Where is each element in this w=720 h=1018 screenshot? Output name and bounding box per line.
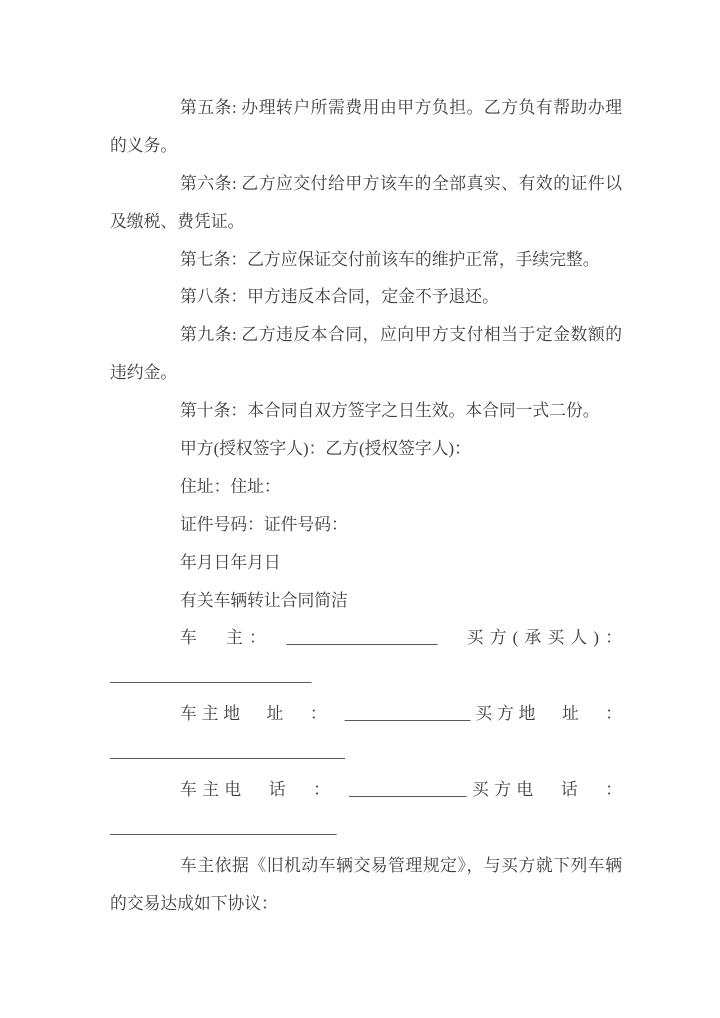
date-line: 年月日年月日	[180, 552, 281, 572]
clause-5-line-1: 第五条: 办理转户所需费用由甲方负担。乙方负有帮助办理	[180, 98, 622, 117]
owner-buyer-phone-line: 车主电 话 ： ______________买方电 话 ：	[180, 780, 622, 800]
agreement-intro-line-1: 车主依据《旧机动车辆交易管理规定》，与买方就下列车辆	[180, 855, 622, 875]
clause-9-line-1: 第九条: 乙方违反本合同，应向甲方支付相当于定金数额的	[180, 325, 622, 345]
name-blank-line: ________________________	[110, 666, 312, 686]
address-blank-line: ____________________________	[110, 742, 345, 762]
party-signatories-line: 甲方(授权签字人)：乙方(授权签字人)：	[180, 439, 471, 459]
clause-10-line: 第十条：本合同自双方签字之日生效。本合同一式二份。	[180, 401, 600, 421]
phone-blank-line: ___________________________	[110, 817, 337, 837]
owner-buyer-address-line: 车主地 址 ： _______________买方地 址 ：	[180, 704, 622, 724]
agreement-intro-line-2: 的交易达成如下协议：	[110, 893, 278, 913]
clause-9-line-2: 违约金。	[110, 363, 178, 383]
clause-6-line-2: 及缴税、费凭证。	[110, 211, 245, 231]
clause-6-line-1: 第六条: 乙方应交付给甲方该车的全部真实、有效的证件以	[180, 173, 622, 193]
subtitle-line: 有关车辆转让合同简洁	[180, 590, 348, 610]
id-number-labels-line: 证件号码：证件号码：	[180, 514, 348, 534]
clause-8-line: 第八条：甲方违反本合同，定金不予退还。	[180, 287, 499, 307]
clause-5-line-2: 的义务。	[110, 135, 178, 155]
contract-document	[110, 89, 622, 923]
address-labels-line: 住址：住址：	[180, 476, 281, 496]
owner-buyer-name-line: 车 主： __________________ 买方(承买人)：	[180, 628, 622, 648]
clause-7-line: 第七条：乙方应保证交付前该车的维护正常，手续完整。	[180, 249, 600, 269]
